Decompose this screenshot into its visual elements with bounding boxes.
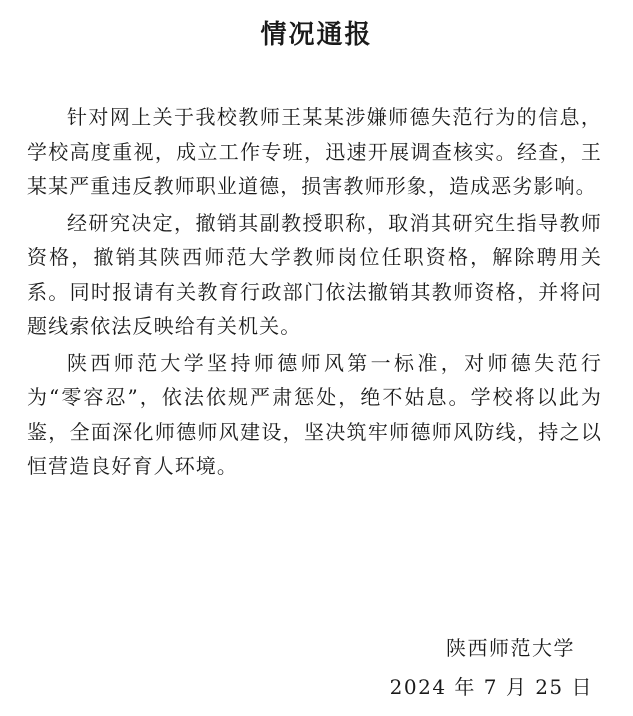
signature-date: 2024 年 7 月 25 日 [389, 675, 593, 699]
document-title: 情况通报 [260, 20, 373, 50]
paragraph-commitment: 陕西师范大学坚持师德师风第一标准，对师德失范行为“零容忍”，依法依规严肃惩处，绝不姑息。学校将以此为鉴，全面深化师德师风建设，坚决筑牢师德师风防线，持之以恒营造良好育人环境。 [27, 350, 602, 478]
paragraph-decision: 经研究决定，撤销其副教授职称，取消其研究生指导教师资格，撤销其陕西师范大学教师岗位任职资格，解除聘用关系。同时报请有关教育行政部门依法撤销其教师资格，并将问题线索依法反映给有关机关。 [27, 210, 602, 338]
signature-university: 陕西师范大学 [446, 636, 575, 660]
document-body [27, 100, 602, 484]
paragraph-investigation: 针对网上关于我校教师王某某涉嫌师德失范行为的信息，学校高度重视，成立工作专班，迅速开展调查核实。经查，王某某严重违反教师职业道德，损害教师形象，造成恶劣影响。 [27, 105, 602, 198]
